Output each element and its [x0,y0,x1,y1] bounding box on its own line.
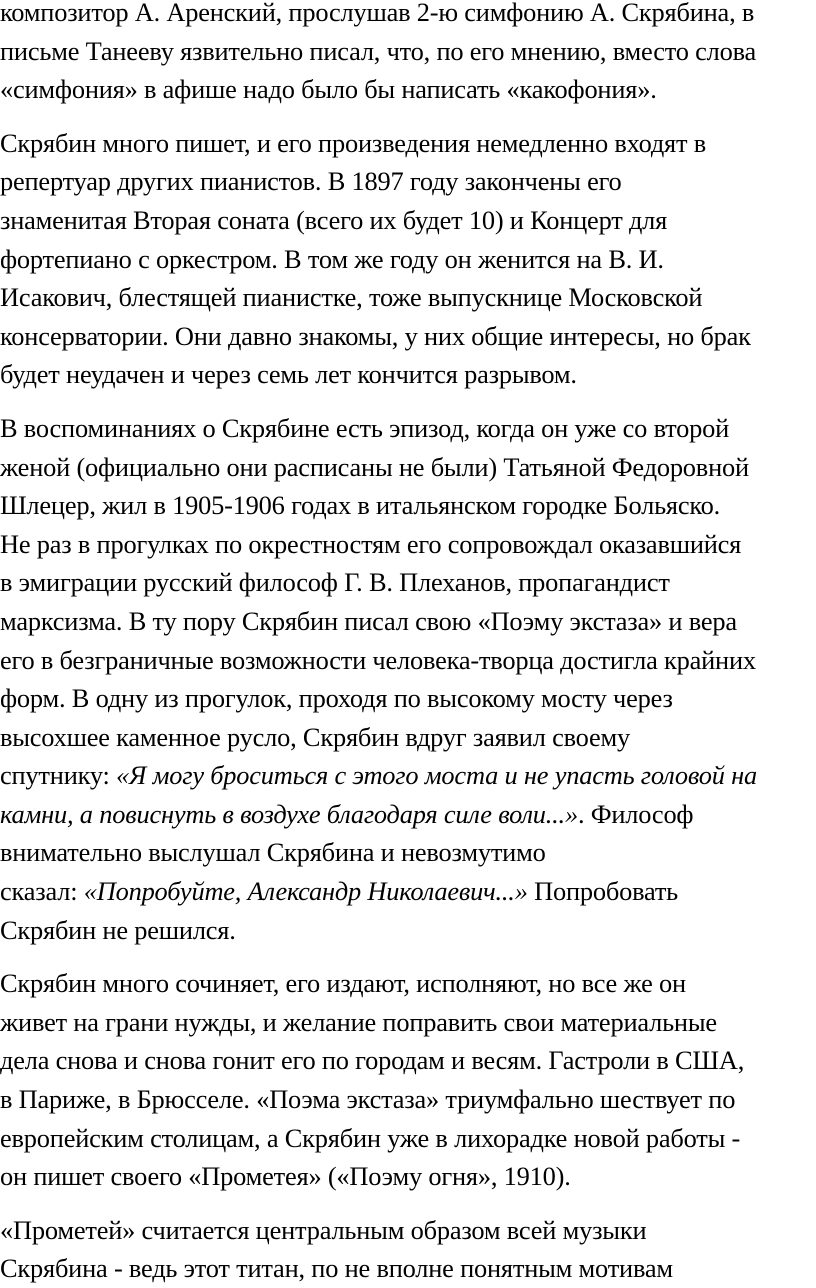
text-fragment: сказал: [0,876,84,907]
text-line: будет неудачен и через семь лет кончится разрывом. [0,359,577,390]
text-line: фортепиано с оркестром. В том же году он женится на В. И. [0,243,664,274]
text-line: Скрябина - ведь этот титан, по не вполне понятным мотивам [0,1253,673,1284]
text-line: форм. В одну из прогулок, проходя по высокому мосту через [0,683,673,714]
text-line: «симфония» в афише надо было бы написать «какофония». [0,74,657,105]
scriabin-quote-continued: камни, а повиснуть в воздухе благодаря силе воли...» [0,798,578,829]
text-line: В воспоминаниях о Скрябине есть эпизод, когда он уже со второй [0,412,730,443]
text-line: в эмиграции русский философ Г. В. Плеханов, пропагандист [0,567,670,598]
text-line: Скрябин не решился. [0,914,236,945]
text-line: композитор А. Аренский, прослушав 2-ю симфонию А. Скрябина, в [0,0,755,27]
text-line: знаменитая Вторая соната (всего их будет 10) и Концерт для [0,204,668,235]
text-fragment: . Философ [577,798,694,829]
text-line: его в безграничные возможности человека-творца достигла крайних [0,644,756,675]
text-line: европейским столицам, а Скрябин уже в лихорадке новой работы - [0,1122,741,1153]
text-line: марксизма. В ту пору Скрябин писал свою «Поэму экстаза» и вера [0,605,737,636]
text-line: письме Танееву язвительно писал, что, по его мнению, вместо слова [0,35,757,66]
text-line: репертуар других пианистов. В 1897 году закончены его [0,166,622,197]
paragraph-arensky [0,0,816,109]
scriabin-quote: «Я могу броситься с этого моста и не упасть головой на [116,760,758,791]
text-line: он пишет своего «Прометея» («Поэму огня», 1910). [0,1161,571,1192]
text-line: живет на грани нужды, и желание поправить свои материальные [0,1006,717,1037]
paragraph-bogliasco-episode [0,409,816,949]
plekhanov-quote: «Попробуйте, Александр Николаевич...» [83,876,528,907]
text-fragment: спутнику: [0,760,117,791]
text-line: в Париже, в Брюсселе. «Поэма экстаза» триумфально шествует по [0,1084,736,1115]
text-line: Не раз в прогулках по окрестностям его сопровождал оказавшийся [0,528,742,559]
text-line: Скрябин много пишет, и его произведения немедленно входят в [0,127,706,158]
text-fragment: Попробовать [527,876,679,907]
text-line: дела снова и снова гонит его по городам и весям. Гастроли в США, [0,1045,745,1076]
text-line: высохшее каменное русло, Скрябин вдруг заявил своему [0,721,630,752]
paragraph-prometheus [0,1211,816,1288]
text-line: Шлецер, жил в 1905-1906 годах в итальянском городке Больяско. [0,490,721,521]
text-line: Скрябин много сочиняет, его издают, исполняют, но все же он [0,968,686,999]
text-line: женой (официально они расписаны не были) Татьяной Федоровной [0,451,749,482]
paragraph-repertoire [0,124,816,394]
text-line: консерватории. Они давно знакомы, у них общие интересы, но брак [0,320,751,351]
text-line: Исакович, блестящей пианистке, тоже выпускнице Московской [0,282,703,313]
paragraph-tours [0,964,816,1196]
text-line: внимательно выслушал Скрябина и невозмутимо [0,837,546,868]
text-line: «Прометей» считается центральным образом всей музыки [0,1214,647,1245]
